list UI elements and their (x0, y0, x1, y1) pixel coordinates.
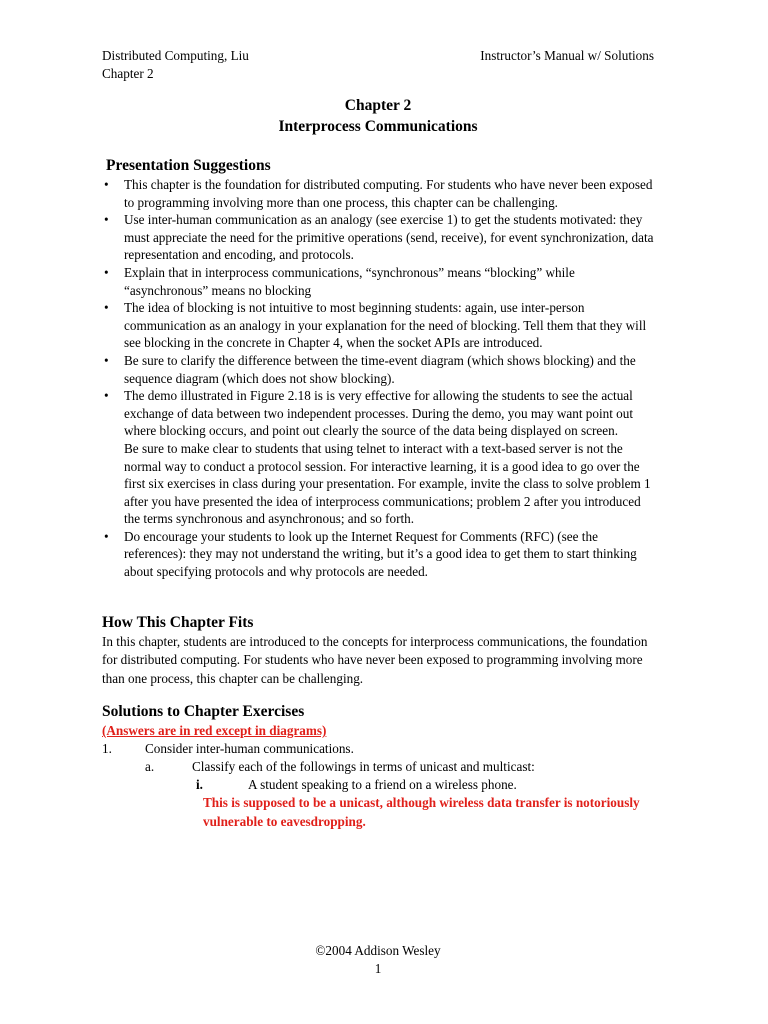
page-number: 1 (374, 961, 382, 976)
list-item (102, 264, 658, 299)
chapter-title-block (102, 95, 654, 137)
bullet-icon: • (104, 177, 109, 192)
bullet-icon: • (104, 300, 109, 316)
list-item-text: This chapter is the foundation for distributed computing. For students who have never been exposed to programming involving more than one process, this chapter can be challenging. (124, 177, 653, 210)
list-item (102, 176, 658, 211)
exercise-1 (102, 740, 658, 758)
solutions-section (102, 702, 658, 831)
exercise-part-a (102, 758, 658, 776)
bullet-icon: • (104, 264, 109, 280)
bullet-icon: • (104, 212, 109, 228)
list-item-text: Be sure to clarify the difference between the time-event diagram (which shows blocking) and the sequence diagram (which does not show blocking). (124, 352, 636, 386)
footer-copyright: ©2004 Addison Wesley (315, 943, 441, 958)
answers-note: (Answers are in red except in diagrams) (102, 723, 327, 739)
page-footer (102, 942, 654, 978)
page-header (102, 47, 654, 83)
chapter-number: Chapter 2 (344, 97, 412, 114)
solutions-heading: Solutions to Chapter Exercises (102, 703, 305, 721)
list-item-text: Explain that in interprocess communications, “synchronous” means “blocking” while “asynchronous” means no blocking (124, 264, 575, 298)
list-item-text: The idea of blocking is not intuitive to most beginning students: again, use inter-person communication as an analogy in your explanation for the need of blocking. Tell them that they will see blocking in the concrete in Chapter 4, when the socket APIs are introduced. (124, 300, 647, 351)
exercise-answer: This is supposed to be a unicast, although wireless data transfer is notoriously vulnerable to eavesdropping. (203, 795, 640, 829)
presentation-heading: Presentation Suggestions (106, 157, 271, 174)
presentation-list (102, 176, 658, 581)
list-item (102, 528, 658, 581)
list-item-text: Do encourage your students to look up the Internet Request for Comments (RFC) (see the references): they may not understand the writing, but it’s a good idea to get them to start thinking about specifying protocols and why protocols are needed. (124, 528, 637, 580)
part-label: a. (145, 759, 155, 775)
chapter-fits-section (102, 613, 658, 689)
header-row (102, 47, 654, 65)
exercise-number: 1. (102, 741, 112, 757)
list-item-text: The demo illustrated in Figure 2.18 is is very effective for allowing the students to see the actual exchange of data between two independent processes. During the demo, you may want point out where blocking occurs, and point out clearly the source of the data being displayed on screen. (124, 388, 634, 439)
bullet-icon: • (104, 528, 109, 544)
header-book-title: Distributed Computing, Liu (102, 48, 249, 63)
chapter-fits-heading: How This Chapter Fits (102, 613, 254, 631)
header-manual-title: Instructor’s Manual w/ Solutions (480, 48, 654, 63)
header-chapter: Chapter 2 (102, 66, 154, 81)
list-item (102, 387, 658, 528)
list-item (102, 299, 658, 352)
bullet-icon: • (104, 352, 109, 368)
list-item-continuation: Be sure to make clear to students that using telnet to interact with a text-based server is not the normal way to conduct a protocol session. For interactive learning, it is a good idea to go over the first six exercises in class during your presentation. For example, invite the class to solve problem 1 after you have presented the idea of interprocess communications; problem 2 after you introduced the terms synchronous and asynchronous; and so forth. (124, 440, 651, 527)
exercise-sub-i (102, 776, 658, 794)
list-item (102, 352, 658, 387)
sub-text: A student speaking to a friend on a wireless phone. (248, 777, 517, 793)
sub-label: i. (196, 777, 203, 793)
bullet-icon: • (104, 388, 109, 404)
list-item (102, 211, 658, 264)
chapter-name: Interprocess Communications (278, 118, 478, 135)
chapter-fits-text: In this chapter, students are introduced to the concepts for interprocess communications, the foundation for distributed computing. For students who have never been exposed to programming involving more than one process, this chapter can be challenging. (102, 633, 648, 686)
part-text: Classify each of the followings in terms of unicast and multicast: (192, 759, 535, 775)
exercise-text: Consider inter-human communications. (145, 741, 354, 757)
page-content (102, 156, 658, 831)
list-item-text: Use inter-human communication as an analogy (see exercise 1) to get the students motivated: they must appreciate the need for the primitive operations (send, receive), for event synchronization, data representation and encoding, and protocols. (124, 212, 654, 263)
